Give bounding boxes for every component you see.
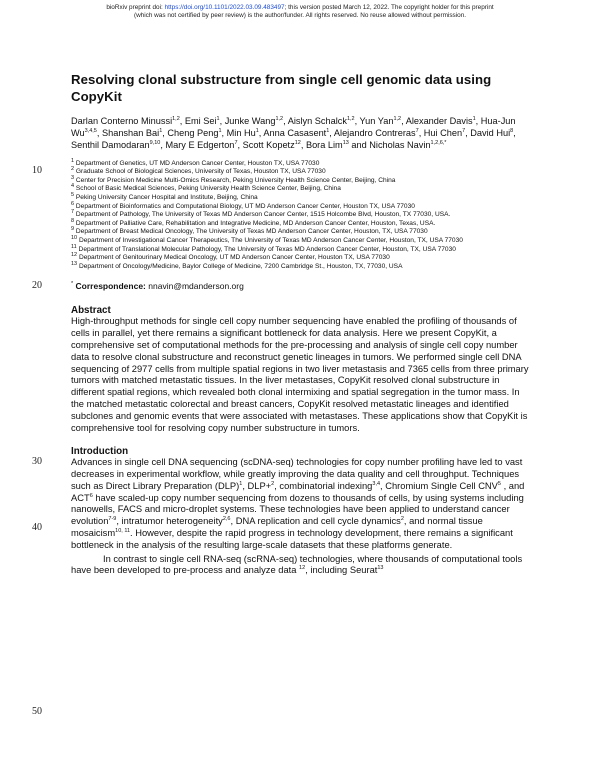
doi-link[interactable]: https://doi.org/10.1101/2022.03.09.483497: [164, 4, 285, 11]
affiliation-number: 9: [71, 226, 75, 233]
affiliation-number: 12: [71, 251, 78, 258]
author-affiliation-mark: 12: [294, 140, 301, 147]
affiliation-item: [71, 251, 531, 263]
affiliation-item: [71, 208, 531, 220]
author-affiliation-mark: 1,2: [346, 115, 355, 122]
author-affiliation-mark: 8: [510, 128, 514, 135]
affiliation-item: [71, 234, 531, 246]
correspondence-email[interactable]: nnavin@mdanderson.org: [148, 281, 244, 292]
author-affiliation-mark: 1: [326, 128, 330, 135]
author-affiliation-mark: 1: [216, 115, 220, 122]
affiliation-number: 8: [71, 217, 75, 224]
affiliation-number: 3: [71, 174, 75, 181]
header-line-2: (which was not certified by peer review) is the author/funder. All rights reserved. No reuse allowed without permission.: [133, 12, 467, 19]
citation-mark: 2: [271, 480, 275, 487]
citation-mark: 13: [377, 565, 384, 572]
affiliation-number: 10: [71, 234, 78, 241]
line-number: 40: [32, 522, 42, 533]
author-affiliation-mark: 7: [234, 140, 238, 147]
affiliation-number: 6: [71, 200, 75, 207]
author-name: David Hui: [470, 128, 511, 139]
affiliation-text: Department of Breast Medical Oncology, The University of Texas MD Anderson Cancer Center, Houston, TX, USA 77030: [74, 228, 428, 236]
affiliation-number: 1: [71, 157, 75, 164]
author-name: Hui Chen: [423, 128, 463, 139]
citation-mark: 5: [497, 480, 501, 487]
preprint-header: [0, 4, 600, 20]
author-affiliation-mark: 7: [462, 128, 466, 135]
author-affiliation-mark: 7: [415, 128, 419, 135]
author-affiliation-mark: 3,4,5: [84, 128, 97, 135]
author-affiliation-mark: 1: [218, 128, 222, 135]
author-name: Darlan Conterno Minussi: [71, 116, 173, 126]
citation-mark: 2,6: [222, 516, 231, 523]
affiliation-text: Department of Bioinformatics and Computational Biology, UT MD Anderson Cancer Center, Houston TX, USA 77030: [74, 202, 415, 210]
correspondence: [71, 281, 531, 291]
line-number: 10: [32, 165, 42, 176]
introduction-heading: Introduction: [71, 446, 129, 458]
header-prefix: bioRxiv preprint doi:: [106, 4, 165, 11]
introduction-section: [71, 446, 531, 577]
abstract-text: High-throughput methods for single cell copy number sequencing have enabled the profiling of thousands of cells in parallel, yet there remains a significant bottleneck for data analysis. Here we present CopyKit, a comprehensive set of computational methods for the pre-processing and analysis of single cell copy number data to resolve clonal substructure and reconstruct genetic lineages in tumors. We performed single cell DNA sequencing of 2977 cells from multiple spatial regions in two liver metastasis and 7365 cells from three primary tumors with matched metastatic tissues. In the liver metastases, CopyKit resolved clonal substructure in different spatial regions, which revealed both clonal intermixing and spatial segregation in the tumor mass. In the matched metastatic colorectal and breast cancers, CopyKit resolved metastatic lineages and identified subclones and genomic events that were associated with metastases. These applications show that CopyKit is comprehensive tool for resolving copy number substructure in tumors.: [71, 316, 529, 433]
affiliation-number: 7: [71, 208, 75, 215]
affiliation-text: Center for Precision Medicine Multi-Omics Research, Peking University Health Science Center, Beijing, China: [74, 176, 396, 184]
affiliation-text: Graduate School of Biological Sciences, University of Texas, Houston TX, USA 77030: [74, 168, 326, 176]
line-number: 50: [32, 706, 42, 717]
line-number: 30: [32, 456, 42, 467]
affiliation-text: Department of Palliative Care, Rehabilitation and Integrative Medicine, MD Anderson Cancer Center, Houston, Texas, USA.: [74, 219, 436, 227]
author-affiliation-mark: 13: [342, 140, 349, 147]
correspondence-label: Correspondence:: [75, 281, 146, 292]
author-affiliation-mark: 1,2: [275, 115, 284, 122]
citation-mark: 2: [400, 516, 404, 523]
header-suffix: ; this version posted March 12, 2022. The copyright holder for this preprint: [284, 4, 494, 11]
affiliation-item: [71, 157, 531, 169]
paper-title: Resolving clonal substructure from single cell genomic data using CopyKit: [71, 72, 492, 104]
author-name: Scott Kopetz: [242, 140, 295, 151]
author-affiliation-mark: 1,2: [393, 115, 402, 122]
affiliation-text: Department of Translational Molecular Pathology, The University of Texas MD Anderson Cancer Center, Houston, TX, USA 77030: [76, 245, 456, 253]
intro-paragraph-1: Advances in single cell DNA sequencing (scDNA-seq) technologies for copy number profiling have led to vast decreases in experimental workflow, while greatly improving the data quality and cell throughput. Techniques such as Direct Library Preparation (DLP)$^1$, DLP+$^2$, combinatorial indexing$^{3,4}$, Chromium Single Cell CNV$^5$ , and ACT$^6$ have scaled-up copy number sequencing from dozens to thousands of cells, by using systems including nanowells, FACS and micro-droplet systems. These technologies have been applied to understand cancer evolution$^{7-9}$, intratumor heterogeneity$^{2,6}$, DNA replication and cell cycle dynamics$^2$, and normal tissue mosaicism$^{10, 11}$. However, despite the rapid progress in technology development, there remains a significant bottleneck in the analysis of the resulting large-scale datasets that these platforms generate.: [71, 457, 525, 550]
line-number: 20: [32, 280, 42, 291]
affiliation-text: Department of Investigational Cancer Therapeutics, The University of Texas MD Anderson Cancer Center, Houston, TX, USA 77030: [77, 236, 463, 244]
author-affiliation-mark: 9,10: [149, 140, 161, 147]
affiliation-item: [71, 185, 531, 194]
author-name: Min Hu: [226, 128, 256, 139]
affiliation-item: [71, 168, 531, 177]
affiliation-item: [71, 260, 531, 272]
header-line-1: [0, 4, 600, 12]
author-name: Junke Wang: [224, 116, 276, 126]
author-affiliation-mark: 1: [255, 128, 259, 135]
citation-mark: 10, 11: [115, 527, 131, 534]
author-name: Yun Yan: [359, 116, 394, 126]
citation-mark: 7-9: [108, 516, 117, 523]
citation-mark: 3,4: [372, 480, 381, 487]
citation-mark: 6: [89, 492, 93, 499]
author-affiliation-mark: 1,2: [172, 115, 180, 122]
author-name: Senthil Damodaran: [71, 140, 150, 151]
affiliation-item: [71, 200, 531, 212]
affiliation-text: Peking University Cancer Hospital and Institute, Beijing, China: [74, 193, 258, 201]
citation-mark: 1: [239, 480, 243, 487]
affiliation-number: 2: [71, 166, 75, 173]
author-affiliation-mark: 1: [159, 128, 163, 135]
affiliation-list: [71, 157, 531, 272]
affiliation-text: Department of Oncology/Medicine, Baylor College of Medicine, 7200 Cambridge St., Houston, TX, 77030, USA: [77, 262, 403, 270]
author-affiliation-mark: 1: [472, 115, 476, 122]
author-name: Alexander Davis: [405, 116, 473, 126]
author-name: Anna Casasent: [263, 128, 327, 139]
author-name: Aislyn Schalck: [287, 116, 347, 126]
author-name: Shanshan Bai: [101, 128, 160, 139]
author-name: Hua-Jun Wu: [71, 116, 516, 139]
abstract-heading: Abstract: [71, 305, 111, 317]
affiliation-text: Department of Genitourinary Medical Oncology, UT MD Anderson Cancer Center, Houston TX, USA 77030: [77, 254, 390, 262]
author-name: Mary E Edgerton: [165, 140, 235, 151]
intro-paragraph-2: In contrast to single cell RNA-seq (scRNA-seq) technologies, where thousands of computational tools have been developed to pre-process and analyze data $^{12}$, including Seurat$^{13}$: [71, 553, 523, 576]
affiliation-text: Department of Genetics, UT MD Anderson Cancer Center, Houston TX, USA 77030: [74, 159, 320, 167]
paper-body: [71, 72, 531, 577]
affiliation-text: School of Basic Medical Sciences, Peking University Health Science Center, Beijing, China: [74, 185, 341, 193]
author-name: Nicholas Navin: [369, 140, 431, 151]
author-name: Emi Sei: [184, 116, 217, 126]
citation-mark: 12: [299, 565, 306, 572]
affiliation-number: 11: [71, 243, 77, 250]
affiliation-number: 13: [71, 260, 78, 267]
affiliation-number: 5: [71, 191, 75, 198]
correspondence-mark: *: [71, 281, 74, 288]
author-list: Darlan Conterno Minussi$^{1,2}$, Emi Sei$^1$, Junke Wang$^{1,2}$, Aislyn Schalck$^{1,2}$, Yun Yan$^{1,2}$, Alexander Davis$^1$, Hua-Jun Wu$^{3,4,5}$, Shanshan Bai$^1$, Cheng Peng$^1$, Min Hu$^1$, Anna Casasent$^1$, Alejandro Contreras$^7$, Hui Chen$^7$, David Hui$^8$, Senthil Damodaran$^{9,10}$, Mary E Edgerton$^7$, Scott Kopetz$^{12}$, Bora Lim$^{13}$ and Nicholas Navin$^{1,2,6,*}$: [71, 115, 516, 151]
author-name: Alejandro Contreras: [333, 128, 416, 139]
affiliation-item: [71, 228, 531, 237]
author-name: Bora Lim: [305, 140, 343, 151]
author-name: Cheng Peng: [167, 128, 219, 139]
affiliation-item: [71, 243, 531, 255]
affiliation-number: 4: [71, 183, 75, 190]
abstract-section: [71, 305, 531, 434]
author-affiliation-mark: 1,2,6,*: [430, 140, 447, 147]
affiliation-item: [71, 191, 531, 203]
affiliation-text: Department of Pathology, The University of Texas MD Anderson Cancer Center, 1515 Holcombe Blvd, Houston, TX 77030, USA.: [74, 211, 451, 219]
